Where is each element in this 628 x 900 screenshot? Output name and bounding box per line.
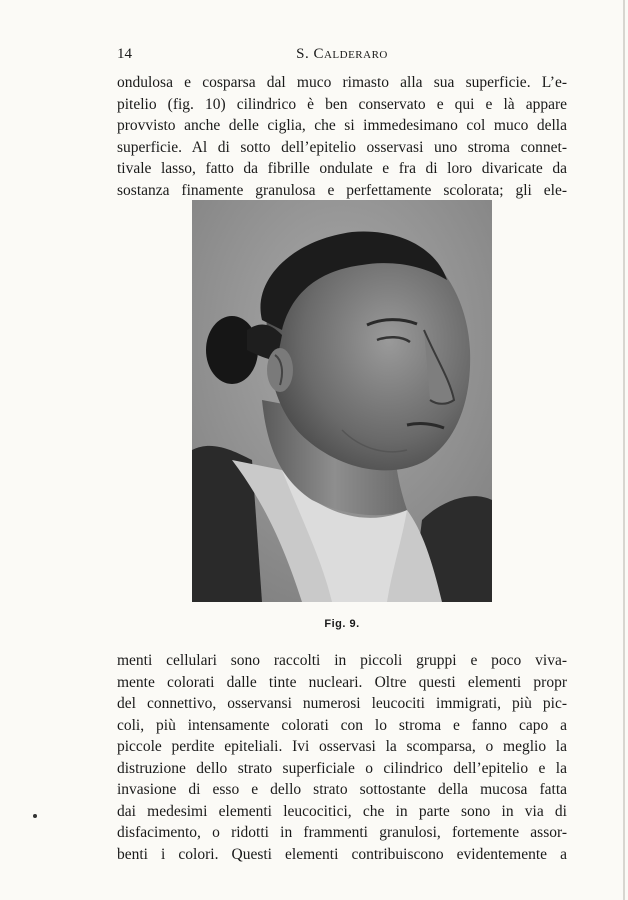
- text-line: invasione di esso e dello strato sottostante della mucosa fatta: [117, 781, 567, 798]
- paragraph-bottom: [117, 650, 567, 865]
- text-line: tivale lasso, fatto da fibrille ondulate e fra di loro divaricate da: [117, 160, 567, 177]
- text-line: coli, più intensamente colorati con lo stroma e fanno capo a: [117, 716, 567, 734]
- text-line: benti i colori. Questi elementi contribuiscono evidentemente a: [117, 845, 567, 863]
- margin-mark: [33, 814, 37, 818]
- text-line: sostanza finamente granulosa e perfettamente scolorata; gli ele-: [117, 181, 567, 199]
- page-header: [117, 46, 567, 66]
- figure-photograph: [192, 200, 492, 602]
- text-line: distruzione dello strato superficiale o cilindrico dell’epitelio e la: [117, 759, 567, 777]
- text-line: pitelio (fig. 10) cilindrico è ben conservato e qui e là appare: [117, 95, 567, 113]
- paragraph-top: [117, 72, 567, 201]
- page-edge: [623, 0, 625, 900]
- page-number: 14: [117, 46, 132, 62]
- text-line: ondulosa e cosparsa dal muco rimasto alla sua superficie. L’e-: [117, 74, 567, 91]
- figure-caption: Fig. 9.: [324, 618, 360, 630]
- text-line: del connettivo, osservansi numerosi leucociti immigrati, più pic-: [117, 695, 567, 712]
- text-line: provvisto anche delle ciglia, che si immedesimano col muco della: [117, 117, 567, 134]
- portrait-photo: [192, 200, 492, 602]
- running-head: S. Calderaro: [296, 46, 388, 62]
- text-line: menti cellulari sono raccolti in piccoli gruppi e poco viva-: [117, 652, 567, 669]
- text-line: disfacimento, o ridotti in frammenti granulosi, fortemente assor-: [117, 824, 567, 841]
- text-line: superficie. Al di sotto dell’epitelio osservasi uno stroma connet-: [117, 138, 567, 156]
- text-line: mente colorati dalle tinte nucleari. Oltre questi elementi propr: [117, 673, 567, 691]
- text-line: piccole perdite epiteliali. Ivi osservasi la scomparsa, o meglio la: [117, 738, 567, 755]
- text-line: dai medesimi elementi leucocitici, che in parte sono in via di: [117, 802, 567, 820]
